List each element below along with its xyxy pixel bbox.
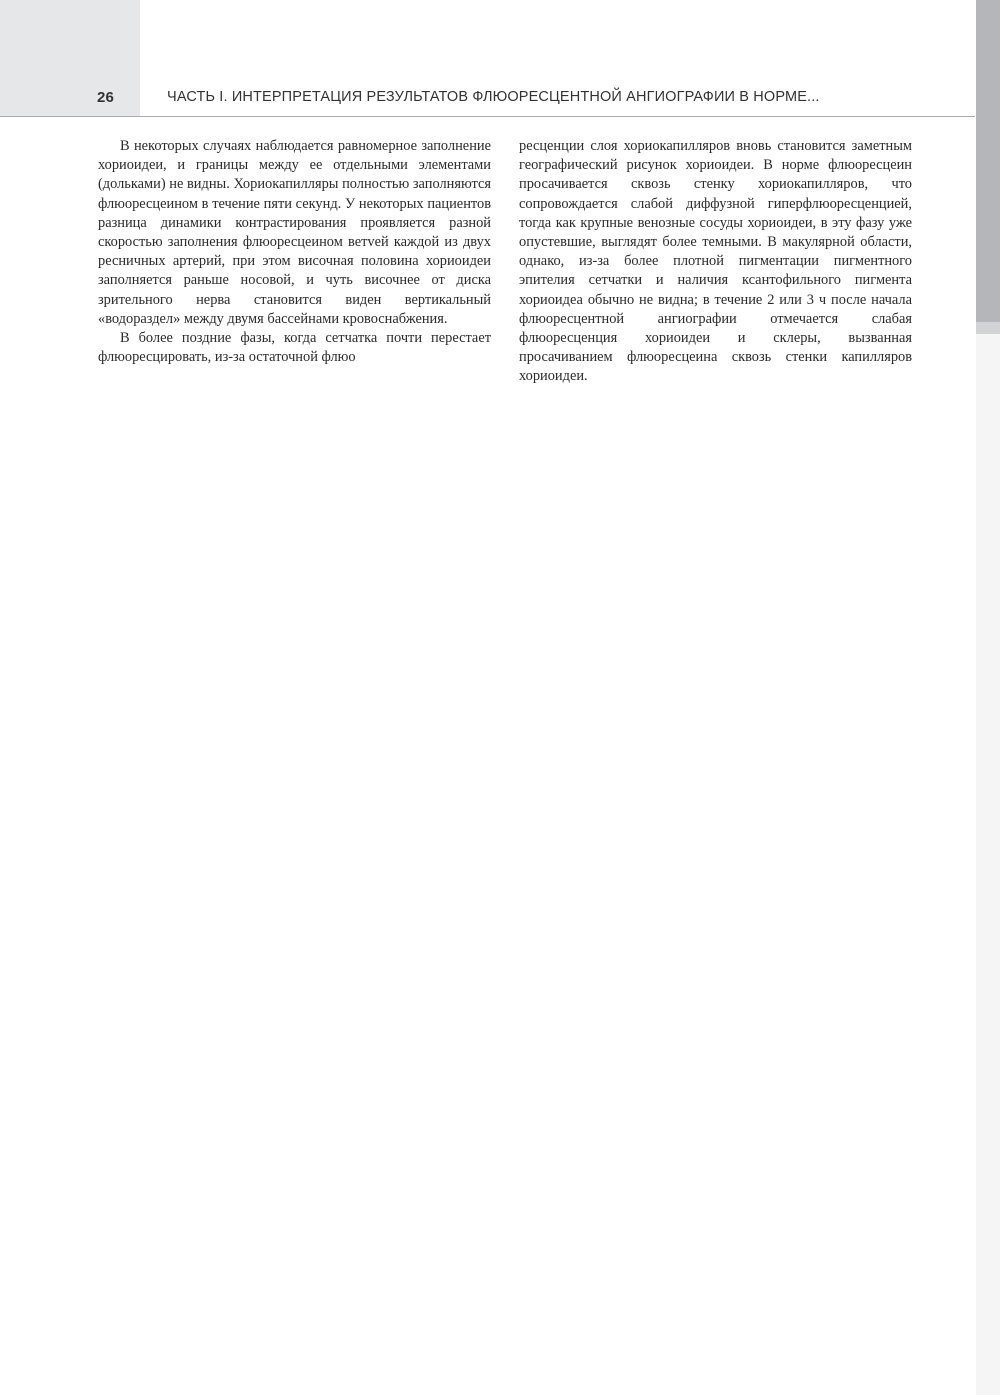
paragraph-continued: ресценции слоя хориокапилляров вновь становится заметным географический рисунок хориоидеи. В норме флюоресцеин просачивается сквозь стенку хориокапилляров, что сопровождается слабой диффузной гиперфлюоресценцией, тогда как крупные венозные сосуды хориоидеи, в эту фазу уже опустевшие, выглядят более темными. В макулярной области, однако, из-за более плотной пигментации пигментного эпителия сетчатки и наличия ксантофильного пигмента хориоидеа обычно не видна; в течение 2 или 3 ч после начала флюоресцентной ангиографии отмечается слабая флюоресценция хориоидеи и склеры, вызванная просачиванием флюоресцеина сквозь стенки капилляров хориоидеи. <box>519 138 912 385</box>
running-title: ЧАСТЬ I. ИНТЕРПРЕТАЦИЯ РЕЗУЛЬТАТОВ ФЛЮОРЕСЦЕНТНОЙ АНГИОГРАФИИ В НОРМЕ... <box>167 89 820 105</box>
text-column-left <box>98 137 491 367</box>
chapter-thumb-tab-edge <box>976 322 1000 334</box>
text-column-right <box>519 137 912 387</box>
chapter-thumb-tab <box>976 0 1000 322</box>
header-divider <box>0 116 975 117</box>
paragraph: В более поздние фазы, когда сетчатка почти перестает флюоресцировать, из-за остаточной флюо <box>98 330 491 366</box>
page-number: 26 <box>97 89 115 106</box>
header-corner-block <box>0 0 140 116</box>
paragraph: В некоторых случаях наблюдается равномерное заполнение хориоидеи, и границы между ее отдельными элементами (дольками) не видны. Хориокапилляры полностью заполняются флюоресцеином в течение пяти секунд. У некоторых пациентов разница динамики контрастирования проявляется разной скоростью заполнения флюоресцеином ветvей каждой из двух ресничных артерий, при этом височная половина хориоидеи заполняется раньше носовой, и чуть височнее от диска зрительного нерва становится виден вертикальный «водораздел» между двумя бассейнами кровоснабжения. <box>98 138 491 327</box>
